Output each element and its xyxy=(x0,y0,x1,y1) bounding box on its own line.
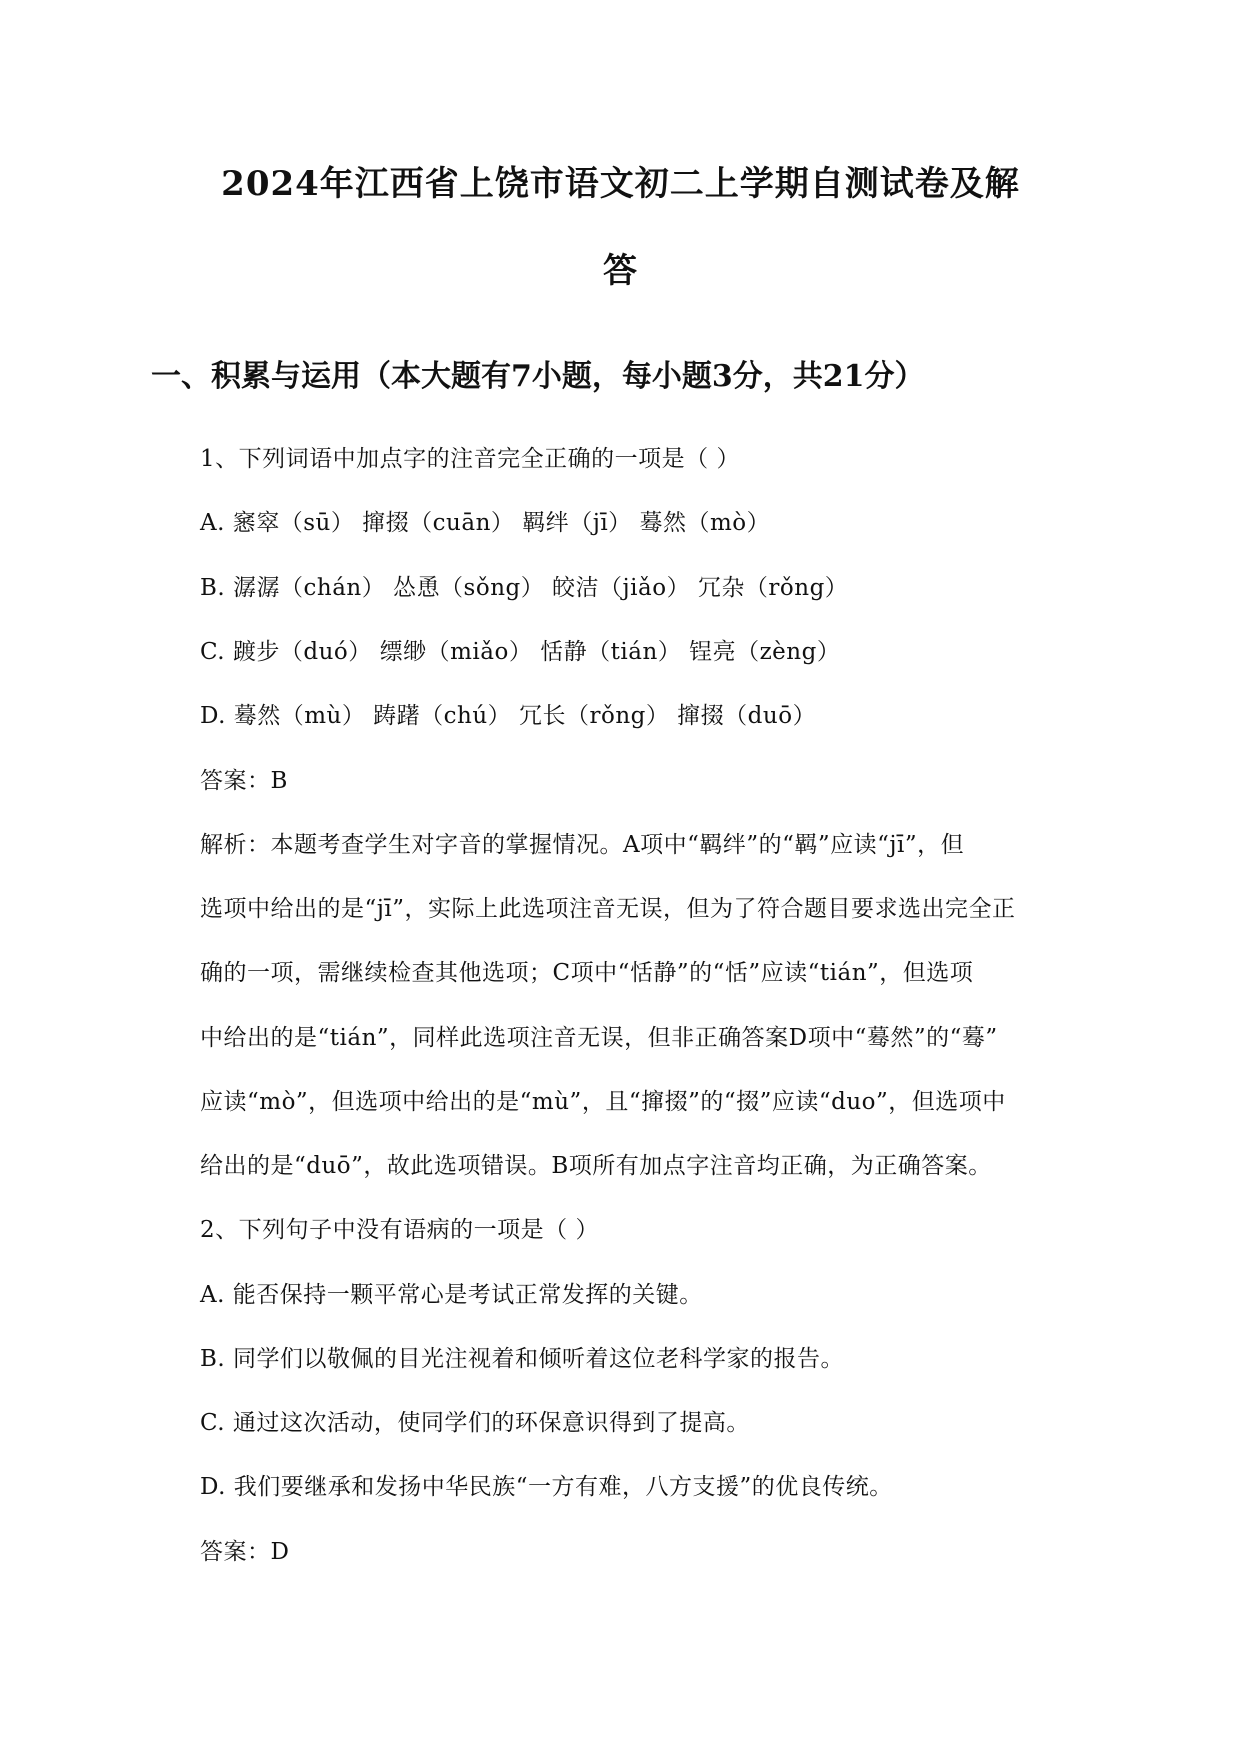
question-2-option-b: B. 同学们以敬佩的目光注视着和倾听着这位老科学家的报告。 xyxy=(200,1346,845,1372)
question-1-analysis-line: 应读“mò”，但选项中给出的是“mù”，且“撺掇”的“掇”应读“duo”，但选项中 xyxy=(200,1089,1006,1115)
question-2-option-c: C. 通过这次活动，使同学们的环保意识得到了提高。 xyxy=(200,1410,750,1436)
question-1-analysis-line: 给出的是“duō”，故此选项错误。B项所有加点字注音均正确，为正确答案。 xyxy=(200,1153,992,1179)
question-2-answer: 答案：D xyxy=(200,1539,290,1565)
question-1-stem: 1、下列词语中加点字的注音完全正确的一项是（ ） xyxy=(200,446,740,472)
question-2-stem: 2、下列句子中没有语病的一项是（ ） xyxy=(200,1217,599,1243)
question-1-option-a: A. 窸窣（sū） 撺掇（cuān） 羁绊（jī） 蓦然（mò） xyxy=(200,510,771,536)
question-1-analysis-line: 确的一项，需继续检查其他选项；C项中“恬静”的“恬”应读“tián”，但选项 xyxy=(200,960,974,986)
question-1-analysis-line: 选项中给出的是“jī”，实际上此选项注音无误，但为了符合题目要求选出完全正 xyxy=(200,896,1016,922)
question-2-option-d: D. 我们要继承和发扬中华民族“一方有难，八方支援”的优良传统。 xyxy=(200,1474,893,1500)
document-title-line-1: 2024年江西省上饶市语文初二上学期自测试卷及解 xyxy=(221,164,1020,204)
question-1-analysis-line: 解析：本题考查学生对字音的掌握情况。A项中“羁绊”的“羁”应读“jī”，但 xyxy=(200,832,965,858)
question-1-answer: 答案：B xyxy=(200,768,288,794)
question-1-option-b: B. 潺潺（chán） 怂恿（sǒng） 皎洁（jiǎo） 冗杂（rǒng） xyxy=(200,575,849,601)
question-1-analysis-line: 中给出的是“tián”，同样此选项注音无误，但非正确答案D项中“蓦然”的“蓦” xyxy=(200,1025,998,1051)
question-1-option-d: D. 蓦然（mù） 踌躇（chú） 冗长（rǒng） 撺掇（duō） xyxy=(200,703,817,729)
question-1-option-c: C. 踱步（duó） 缥缈（miǎo） 恬静（tián） 锃亮（zèng） xyxy=(200,639,841,665)
document-title-line-2: 答 xyxy=(603,251,638,291)
question-2-option-a: A. 能否保持一颗平常心是考试正常发挥的关键。 xyxy=(200,1282,703,1308)
section-heading: 一、积累与运用（本大题有7小题，每小题3分，共21分） xyxy=(151,359,925,394)
